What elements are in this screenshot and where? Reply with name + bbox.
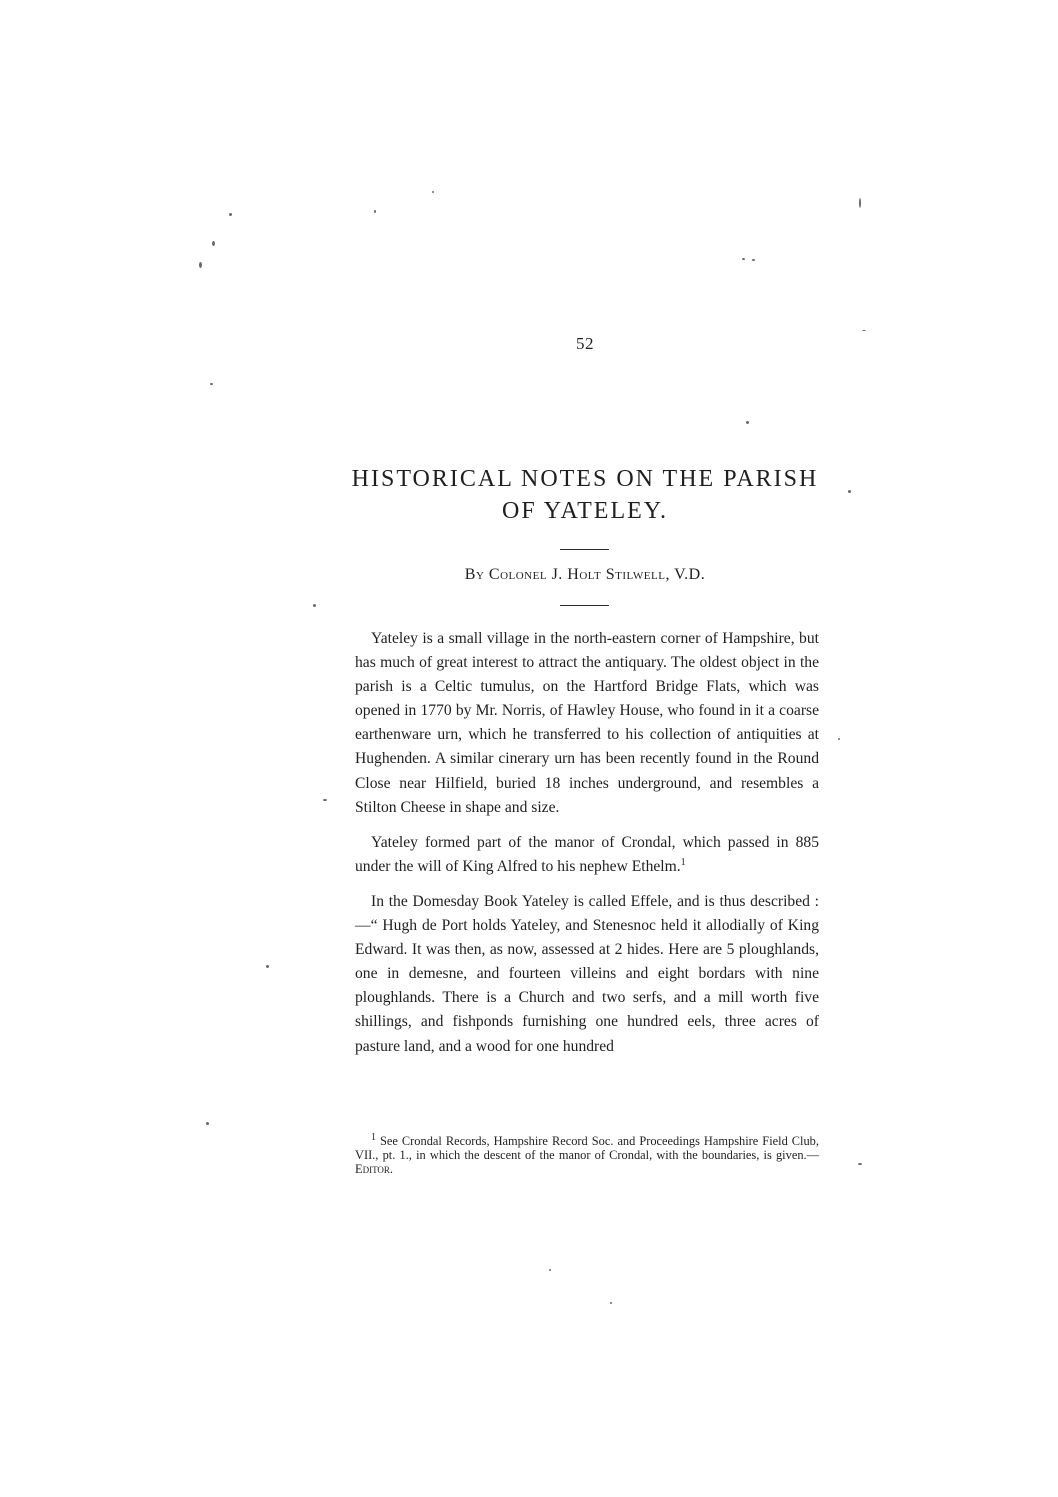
scan-speck [432,191,434,193]
scan-speck [229,213,232,216]
byline-rank: Colonel [488,566,548,583]
scan-speck [742,258,745,260]
author-byline [340,566,830,584]
scan-speck [858,1163,862,1165]
footnote-reference: 1 [680,856,686,868]
paragraph-3: In the Domesday Book Yateley is called Effele, and is thus described :—“ Hugh de Port holds Yateley, and Stenesnoc held it allodially of King Edward. It was then, as now, assessed at 2 hides. Here are 5 ploughlands, one in demesne, and fourteen villeins and eight bordars with nine ploughlands. There is a Church and two serfs, and a mill worth five shillings, and fishponds furnishing one hundred eels, three acres of pasture land, and a wood for one hundred [355,892,819,1055]
article-body [355,627,819,1070]
byline-surname: Holt Stilwell, [567,566,670,583]
title-line-1: HISTORICAL NOTES ON THE PARISH [351,466,819,492]
byline-prefix: By [464,566,485,583]
footnote-text: See Crondal Records, Hampshire Record Soc. and Proceedings Hampshire Field Club, VII., pt. 1., in which the descent of the manor of Crondal, with the boundaries, is given.— [355,1134,819,1162]
scan-speck [210,383,213,385]
scan-speck [374,210,376,213]
byline-initial: J. [551,566,563,583]
page-number: 52 [576,334,594,353]
scan-speck [199,262,202,268]
paragraph-1: Yateley is a small village in the north-eastern corner of Hampshire, but has much of great interest to attract the antiquary. The oldest object in the parish is a Celtic tumulus, on the Hartford Bridge Flats, which was opened in 1770 by Mr. Norris, of Hawley House, who found in it a coarse earthenware urn, which he transferred to his collection of antiquities at Hughenden. A similar cinerary urn has been recently found in the Round Close near Hilfield, buried 18 inches underground, and resembles a Stilton Cheese in shape and size. [355,630,819,816]
scan-speck [859,198,861,208]
scan-speck [862,330,866,331]
footnote [355,1131,819,1176]
scan-speck [212,241,215,246]
scan-speck [313,604,316,607]
paragraph-2-text: Yateley formed part of the manor of Crondal, which passed in 885 under the will of King Alfred to his nephew Ethelm. [355,833,819,875]
scan-speck [323,799,327,801]
article-title [340,463,830,527]
title-line-2: OF YATELEY. [501,498,668,524]
scan-speck [610,1302,612,1304]
scan-speck [848,490,851,493]
scan-speck [838,738,840,740]
paragraph-2 [355,831,819,879]
byline-honour: V.D. [674,566,706,583]
scan-speck [266,965,269,968]
footnote-editor: Editor. [355,1162,394,1176]
footnote-marker: 1 [371,1131,376,1143]
divider-rule-top [560,549,609,550]
divider-rule-bottom [560,605,609,606]
scan-speck [746,421,749,424]
scan-speck [752,259,755,261]
scan-speck [206,1122,209,1125]
scan-speck [549,1269,551,1271]
